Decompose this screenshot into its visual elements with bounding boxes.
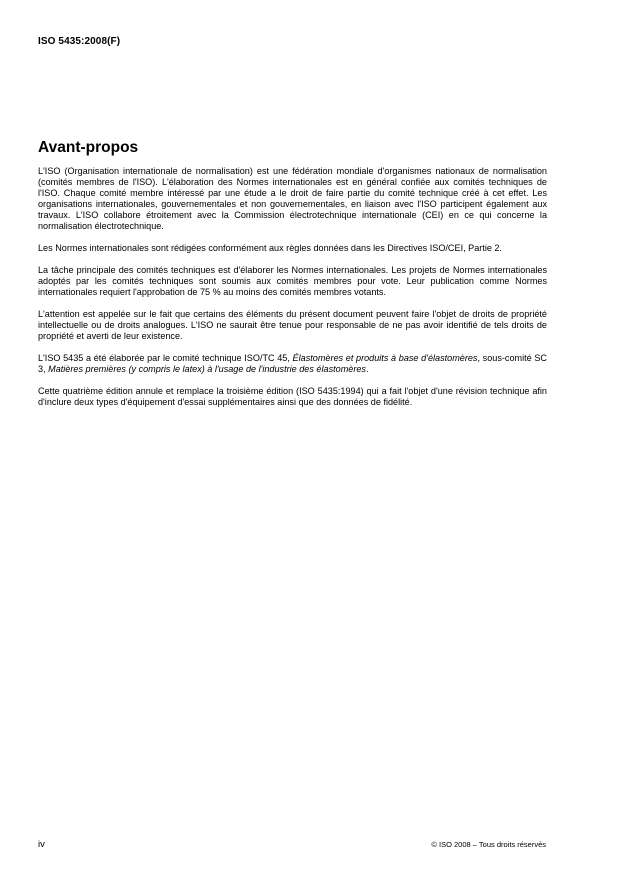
copyright-notice: © ISO 2008 – Tous droits réservés [431, 840, 546, 849]
document-id-header: ISO 5435:2008(F) [38, 36, 121, 47]
page-number: iv [38, 839, 45, 850]
paragraph-iso-cei-directives: Les Normes internationales sont rédigées conformément aux règles données dans les Directives ISO/CEI, Partie 2. [38, 243, 503, 253]
page-title: Avant-propos [38, 139, 139, 156]
elaboration-text-1: L'ISO 5435 a été élaborée par le comité technique ISO/TC 45, [38, 353, 293, 363]
foreword-section [38, 139, 547, 419]
committee-title-italic: Élastomères et produits à base d'élastomères [292, 353, 478, 363]
subcommittee-title-italic: Matières premières (y compris le latex) à l'usage de l'industrie des élastomères [48, 364, 366, 374]
paragraph-elaboration [38, 353, 547, 375]
elaboration-text-2: , sous-comité SC 3, [38, 353, 548, 374]
paragraph-iso-organisation: L'ISO (Organisation internationale de normalisation) est une fédération mondiale d'organismes nationaux de normalisation (comités membres de l'ISO). L'élaboration des Normes internationales est en général confiée aux comités techniques de l'ISO. Chaque comité membre intéressé par une étude a le droit de faire partie du comité technique créé à cet effet. Les organisations internationales, gouvernementales et non gouvernementales, en liaison avec l'ISO participent également aux travaux. L'ISO collabore étroitement avec la Commission électrotechnique internationale (CEI) en ce qui concerne la normalisation électrotechnique. [38, 166, 547, 231]
paragraph-technical-committees: La tâche principale des comités techniques est d'élaborer les Normes internationales. Les projets de Normes internationales adoptés par les comités techniques sont soumis aux comités membres pour vote. Leur publication comme Normes internationales requiert l'approbation de 75 % au moins des comités membres votants. [38, 265, 547, 297]
paragraph-patent-rights: L'attention est appelée sur le fait que certains des éléments du présent document peuvent faire l'objet de droits de propriété intellectuelle ou de droits analogues. L'ISO ne saurait être tenue pour responsable de ne pas avoir identifié de tels droits de propriété et averti de leur existence. [38, 309, 547, 341]
paragraph-edition: Cette quatrième édition annule et remplace la troisième édition (ISO 5435:1994) qui a fait l'objet d'une révision technique afin d'inclure deux types d'équipement d'essai supplémentaires ainsi que des données de fidélité. [38, 386, 547, 407]
elaboration-text-3: . [365, 364, 369, 374]
